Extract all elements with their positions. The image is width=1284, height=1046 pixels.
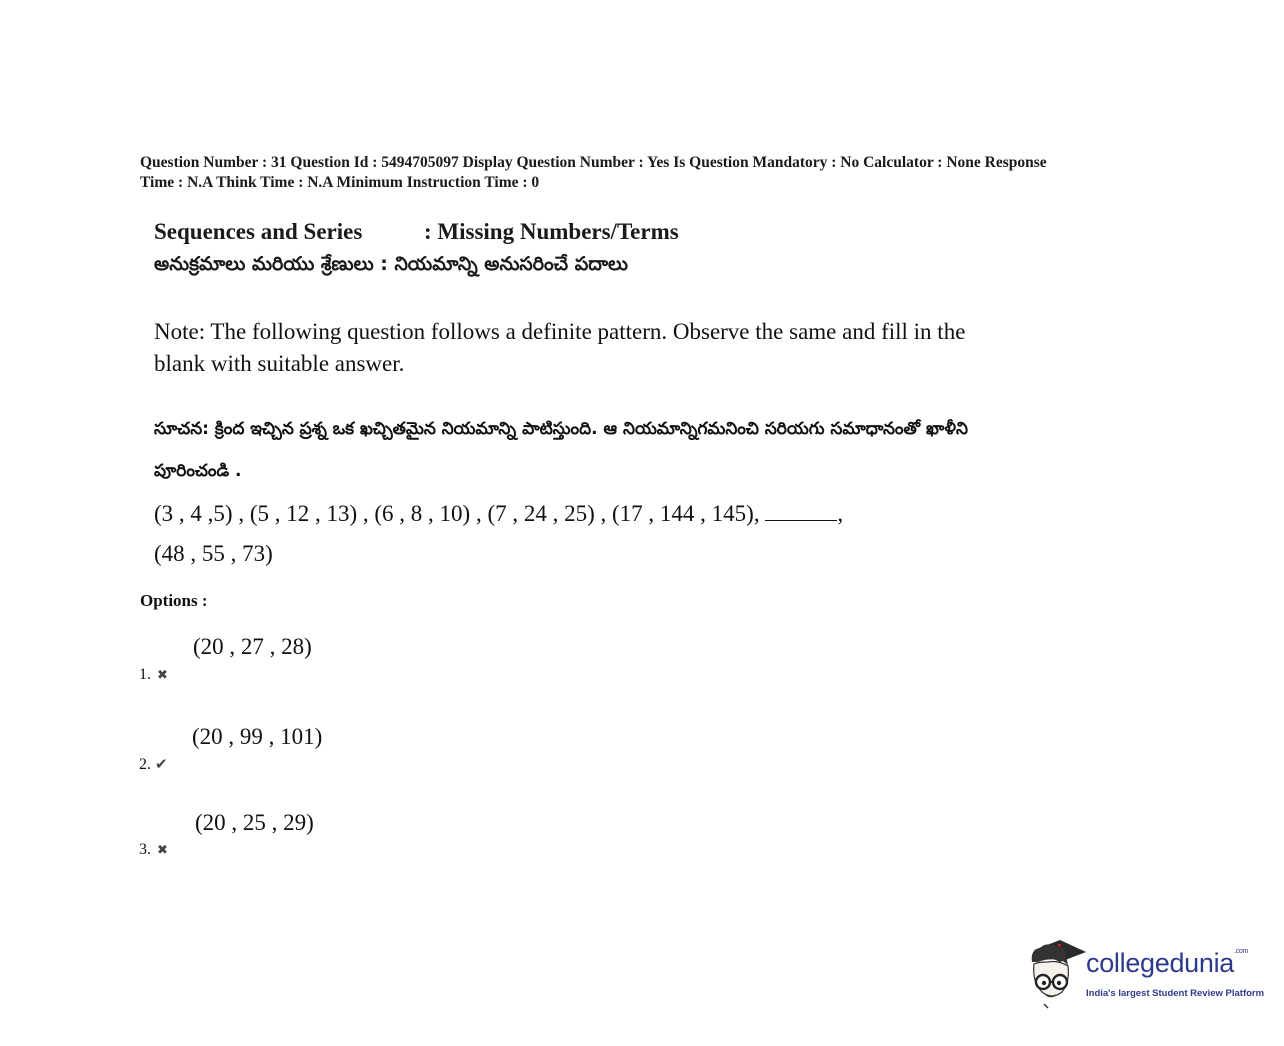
option-2 — [139, 755, 168, 774]
sequence-question — [154, 494, 843, 574]
blank-comma: , — [837, 501, 844, 526]
logo-wordmark — [1086, 948, 1248, 979]
question-metadata — [140, 153, 1170, 192]
metadata-line-2: Time : N.A Think Time : N.A Minimum Instruction Time : 0 — [140, 173, 540, 191]
note-telugu: సూచన: క్రింద ఇచ్చిన ప్రశ్న ఒక ఖచ్చితమైన నియమాన్ని పాటిస్తుంది. ఆ నియమాన్నిగమనించి సరియగు సమాధానంతో ఖాళీని పూరించండి . — [154, 419, 968, 481]
note-english: Note: The following question follows a definite pattern. Observe the same and fill in the blank with suitable answer. — [154, 319, 966, 376]
option-3-value: (20 , 25 , 29) — [195, 810, 314, 835]
option-3 — [139, 841, 168, 859]
answer-blank — [765, 498, 837, 521]
logo-suffix: .com — [1234, 948, 1249, 955]
sequence-line-1 — [154, 494, 843, 534]
subject-label: Sequences and Series — [154, 219, 363, 244]
topic-telugu: అనుక్రమాలు మరియు శ్రేణులు : నియమాన్ని అనుసరించే పదాలు — [154, 253, 629, 275]
mascot-icon — [1024, 938, 1086, 1010]
option-2-number: 2. — [139, 756, 151, 773]
sequence-terms: (3 , 4 ,5) , (5 , 12 , 13) , (6 , 8 , 10) , (7 , 24 , 25) , (17 , 144 , 145), — [154, 501, 760, 526]
logo-tagline: India's largest Student Review Platform — [1086, 988, 1265, 999]
option-3-number: 3. — [139, 841, 151, 858]
option-1-value: (20 , 27 , 28) — [193, 634, 312, 659]
topic-english — [154, 218, 679, 250]
metadata-line-1: Question Number : 31 Question Id : 5494705097 Display Question Number : Yes Is Question Mandatory : No Calculator : None Response — [140, 154, 1047, 171]
sequence-last-term: (48 , 55 , 73) — [154, 541, 273, 566]
cross-icon: ✖ — [157, 843, 168, 858]
logo-name: collegedunia — [1086, 948, 1235, 978]
option-1-number: 1. — [139, 666, 151, 683]
check-icon: ✔ — [155, 755, 168, 773]
option-1 — [139, 666, 168, 684]
cross-icon: ✖ — [157, 668, 168, 683]
options-title: Options : — [140, 591, 208, 610]
topic-heading — [154, 218, 679, 282]
option-2-value: (20 , 99 , 101) — [192, 724, 323, 749]
topic-label: : Missing Numbers/Terms — [424, 219, 679, 244]
collegedunia-logo — [1024, 938, 1264, 1010]
